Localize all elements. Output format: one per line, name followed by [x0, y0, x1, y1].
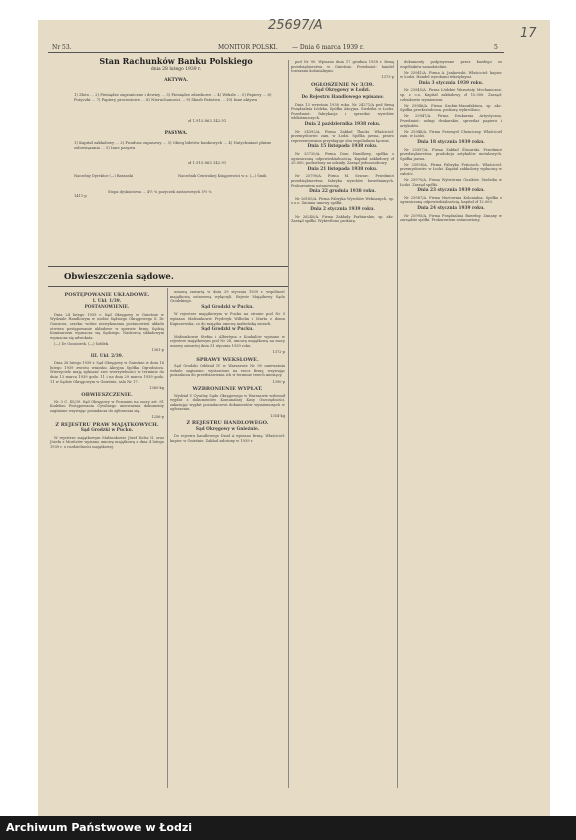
entry-date: Dnia 3 stycznia 1939 roku.	[418, 80, 484, 86]
header-rule	[48, 52, 504, 53]
notice-text: Nr 25970/A. Firma Wytwórnia Guzików. Siedziba w Łodzi. Zarząd spółki.	[400, 178, 502, 187]
entry-date: Dnia 21 listopada 1938 roku.	[307, 166, 378, 172]
notice-text: dokumenty podpisywane przez każdego ze wspólników samodzielnie.	[400, 60, 502, 69]
notice-text: Nr 25995/A. Firma Przędzalnia Bawełny. Zmiany w zarządzie spółki. Prokurentem ustanowiony.	[400, 213, 502, 223]
column-divider-3	[397, 60, 398, 788]
notice-text: Dnia 24 lutego 1939 r. Sąd Okręgowy w Gnieźnie w Wydziale Handlowym w osobie Sędziego Okręgowego S. Dr Gonsiora, orzeka: wobec niewykonania postanowień układu otwiera postępowanie układowe w sprawie firmy. Sędzią Komisarzem wyznacza się Sędziego. Nadzorcą układowym wyznacza się adwokata.	[50, 312, 164, 340]
notice-text: Nr 24392/A. Firma Zakład Tkacki. Właściciel: przemysłowiec zam. w Łodzi. Spółka jawna, prawo reprezentowania przysługuje obu wspólnikom łącznie.	[291, 129, 394, 143]
column-2	[170, 290, 285, 790]
entry-date: Dnia 24 stycznia 1939 roku.	[417, 206, 485, 212]
court-name: Sąd Okręgowy w Gnieźnie.	[195, 426, 260, 432]
archive-footer	[0, 816, 576, 840]
notice-text: Nr 25957/A. Firma Zakład Ślusarski. Przedmiot przedsiębiorstwa: produkcja artykułów metalowych. Spółka jawna.	[400, 147, 502, 161]
entry-date: Dnia 15 listopada 1938 roku.	[307, 144, 378, 150]
section-heading: OBWIESZCZENIE.	[81, 392, 133, 399]
handwritten-signature: 25697/A	[268, 18, 323, 33]
entry-date: Dnia 22 grudnia 1938 roku.	[309, 189, 376, 195]
column-3	[291, 60, 394, 788]
discount-rate: Stopa dyskontowa ... 4½ % pożyczek zastawowych 5½ %	[108, 190, 212, 194]
decision-heading: POSTANOWIENIE.	[84, 305, 130, 311]
register-heading: Do Rejestru Handlowego wpisano:	[301, 95, 384, 101]
notice-text: Nr 26240/A. Firma Zakłady Farbiarskie, sp. akc. Zarząd spółki. Wykreślono prokurę.	[291, 214, 394, 224]
notice-text: Nr 25987/A. Firma Hurtownia Kolonialna. Spółka z ograniczoną odpowiedzialnością, kapitał zł 12.000.	[400, 195, 502, 205]
handwritten-mark: 17	[520, 26, 537, 41]
notice-text: Małżonkowie Stefan i Albertyna z Konkalów wpisano w rejestrze majątkowym pod Nr 26, umowę majątkową na mocy umowy zawartej dnia 31 stycznia 1939 roku.	[170, 334, 285, 348]
signature-accounting: Naczelnik Centralnej Księgowości w z. (—) Śmik	[178, 174, 267, 178]
notice-ref: 1256-p	[151, 415, 164, 420]
court-name: Sąd Grodzki w Pucku.	[80, 428, 134, 434]
notice-text: Nr 3 C. 45/39. Sąd Okręgowy w Poznaniu na mocy art. 81 Kodeksu Postępowania Cywilnego unieważnia dokumenty zaginione wzywając posiadacza do zgłoszenia się.	[50, 399, 164, 413]
notice-text: Nr 25945/A. Firma Łódzkie Warsztaty Mechaniczne, sp. z o.o. Kapitał zakładowy zł 10.000. Zarząd: członkowie wymienieni.	[400, 88, 502, 102]
column-divider-2	[288, 60, 289, 788]
issue-date: — Dnia 6 marca 1939 r.	[292, 44, 364, 51]
entry-date: Dnia 2 października 1938 roku.	[304, 122, 381, 128]
case-number: I. Ukł. 1/39.	[92, 298, 122, 304]
notice-text: Nr 25946/A. Firma Szubin-Manufaktura, sp. akc. Spółka przekształcona, prokurę wykreślono.	[400, 103, 502, 113]
pasywa-total: zł 1.915.863.142.91	[188, 160, 227, 165]
notice-ref: 1372-p	[272, 350, 285, 355]
notice-text: Dnia 28 lutego 1939 r. Sąd Okręgowy w Gnieźnie w dniu 16 lutego 1939 zwrotu wniosku Akcyjna Spółka Ogrodnicza. Wierzyciele mają zgłaszać swe wierzytelności w terminie do dnia 13 marca 1939 godz. 11 i na dnia 29 marca 1939 godz. 11 w Sądzie Okręgowym w Gnieźnie, sala Nr 17.	[50, 361, 164, 384]
section-heading: POSTĘPOWANIE UKŁADOWE.	[64, 292, 150, 298]
column-1	[50, 290, 164, 790]
entry-date: Dnia 23 stycznia 1939 roku.	[417, 188, 485, 194]
court-name: Sąd Okręgowy w Łodzi.	[314, 88, 371, 94]
case-number: III. Ukł. 2/39.	[90, 353, 124, 359]
archive-name: Archiwum Państwowe w Łodzi	[6, 821, 193, 834]
signature-director: Naczelny Dyrektor (—) Baranski	[74, 174, 134, 178]
notice-text: Do rejestru handlowego Dział A wpisano firmę. Właściciel: kupiec w Gnieźnie. Zakład założony w 1939 r.	[170, 434, 285, 443]
notice-ref: 1354-kg	[270, 413, 285, 418]
issue-number: Nr 53.	[52, 44, 72, 51]
pasywa-rows: 1) Kapitał zakładowy ... 2) Fundusz zapasowy ... 3) Obieg biletów bankowych ... 4) Natychmiast płatne zobowiązania ... 5) Inne pasywa	[74, 140, 272, 150]
notice-text: Sąd Grodzki Oddział IV w Warszawie Nr 90 unieważnia weksle zaginione, wystawione na rzecz firmy, wzywając posiadacza do przedstawienia ich w terminie trzech miesięcy.	[170, 364, 285, 378]
court-name: Sąd Grodzki w Pucku.	[201, 304, 254, 310]
notice-text: Nr 25948/A. Firma Przemysł Chemiczny. Właściciel zam. w Łodzi.	[400, 129, 502, 139]
notice-text: Nr 26185/A. Firma Fabryka Wyrobów Wełnianych, sp. z o.o. Zmiana umowy spółki.	[291, 196, 394, 206]
column-4	[400, 60, 502, 788]
notice-ref: 1365-kg	[149, 385, 164, 390]
section-rule-2	[48, 286, 288, 287]
aktywa-total: zł 1.915.863.142.91	[188, 118, 227, 123]
section-heading: WZBRONIENIE WYPŁAT.	[192, 386, 263, 393]
section-heading: OGŁOSZENIE Nr 3/39.	[310, 81, 374, 88]
notice-text: Nr 25720/A. Firma Dom Handlowy, spółka z ograniczoną odpowiedzialnością. Kapitał zakładowy zł 20.000, podzielony na udziały. Zarząd jednoosobowy.	[291, 152, 394, 166]
bank-date: dnia 28 lutego 1939 r.	[150, 67, 202, 72]
aktywa-rows: 1) Złoto ... 2) Pieniądze zagraniczne i dewizy ... 3) Pieniądze zdawkowe ... 4) Weksle ... 5) Papiery ... 6) Pożyczki ... 7) Papiery procentowe ... 8) Nieruchomości ... 9) Skarb Państwa ... 10) Inne aktywa	[74, 92, 272, 102]
pasywa-heading: PASYWA.	[164, 131, 188, 136]
notice-ref: 1361-p	[151, 347, 164, 352]
section-heading: SPRAWY WEKSLOWE.	[196, 356, 259, 363]
court-name: Sąd Grodzki w Pucku.	[201, 327, 254, 333]
notice-text: W rejestrze majątkowym Małżonkowie Józef Kelsz II. oraz Józefa z Moritzów wpisano umowę majątkową z dnia 4 lutego 1939 r. o rozdzielności majątkowej.	[50, 435, 164, 450]
bank-ref: 1411-p	[74, 194, 87, 198]
entry-date: Dnia 2 stycznia 1939 roku.	[310, 206, 375, 212]
notice-text: Nr 25790/A. Firma M. Szwarc. Przedmiot przedsiębiorstwa: fabryka wyrobów bawełnianych. Prokurentem ustanowiony.	[291, 174, 394, 188]
notices-title: Obwieszczenia sądowe.	[64, 272, 174, 282]
notice-text: Nr 25947/A. Firma Drukarnia Artystyczna. Przedmiot: usługi drukarskie, sprzedaż papieru i artykułów.	[400, 114, 502, 128]
page-number: 5	[494, 44, 498, 51]
notice-text: Nr 25941/A. Firma A. Jankowski. Właściciel: kupiec w Łodzi. Handel wyrobami tekstylnymi.	[400, 70, 502, 80]
bank-statement	[68, 56, 284, 252]
notice-text: Nr 25958/A. Firma Fabryka Pończoch. Właściciel: przemysłowiec w Łodzi. Kapitał zakładowy wpłacony w całości.	[400, 162, 502, 176]
section-heading: Z REJESTRU PRAW MAJĄTKOWYCH.	[55, 421, 159, 428]
notice-text: Dnia 13 września 1938 roku. Nr 24271/A pod firmą Przędzalnia Łódzka, Spółka Akcyjna. Siedziba w Łodzi. Przedmiot: fabrykacja i sprzedaż wyrobów włókienniczych.	[291, 102, 394, 121]
notice-ref: 1373-p	[381, 75, 394, 80]
aktywa-heading: AKTYWA.	[164, 78, 188, 83]
journal-name: MONITOR POLSKI.	[218, 44, 278, 51]
notice-text: umową zawartą w dniu 29 stycznia 1939 r. wspólność majątkową ustawową wyłączyli. Rejestr Majątkowy Sądu Grodzkiego.	[170, 290, 285, 304]
column-divider-1	[167, 288, 168, 788]
section-rule	[48, 266, 288, 267]
notice-text: W rejestrze majątkowym w Pucku na stronie pod Nr 5 wpisano Małżonkowie Fryderyk Wilhelm i Marta z domu Kupiszewska, co do majątku umowę małżeńską zawarli.	[170, 312, 285, 326]
entry-date: Dnia 18 stycznia 1939 roku.	[417, 139, 485, 145]
section-heading: Z REJESTRU HANDLOWEGO.	[186, 420, 269, 427]
notice-ref: 1390-p	[272, 379, 285, 384]
notice-text: pod Nr 90. Wpisano dnia 17 grudnia 1938 r. firmę przedsiębiorstwa w Gnieźnie. Przedmiot: handel towarami kolonialnymi.	[291, 60, 394, 74]
notice-text: Wydział V Cywilny Sądu Okręgowego w Warszawie wzbronił wypłat z dokumentów Komunalnej Kasy Oszczędności, zakazując wypłat posiadaczowi dokumentów wymienionych w ogłoszeniu.	[170, 393, 285, 412]
bank-title: Stan Rachunków Banku Polskiego	[99, 56, 253, 66]
notice-signature: (—) Dr Gonsiorek. (—) Sołdek.	[54, 341, 110, 346]
